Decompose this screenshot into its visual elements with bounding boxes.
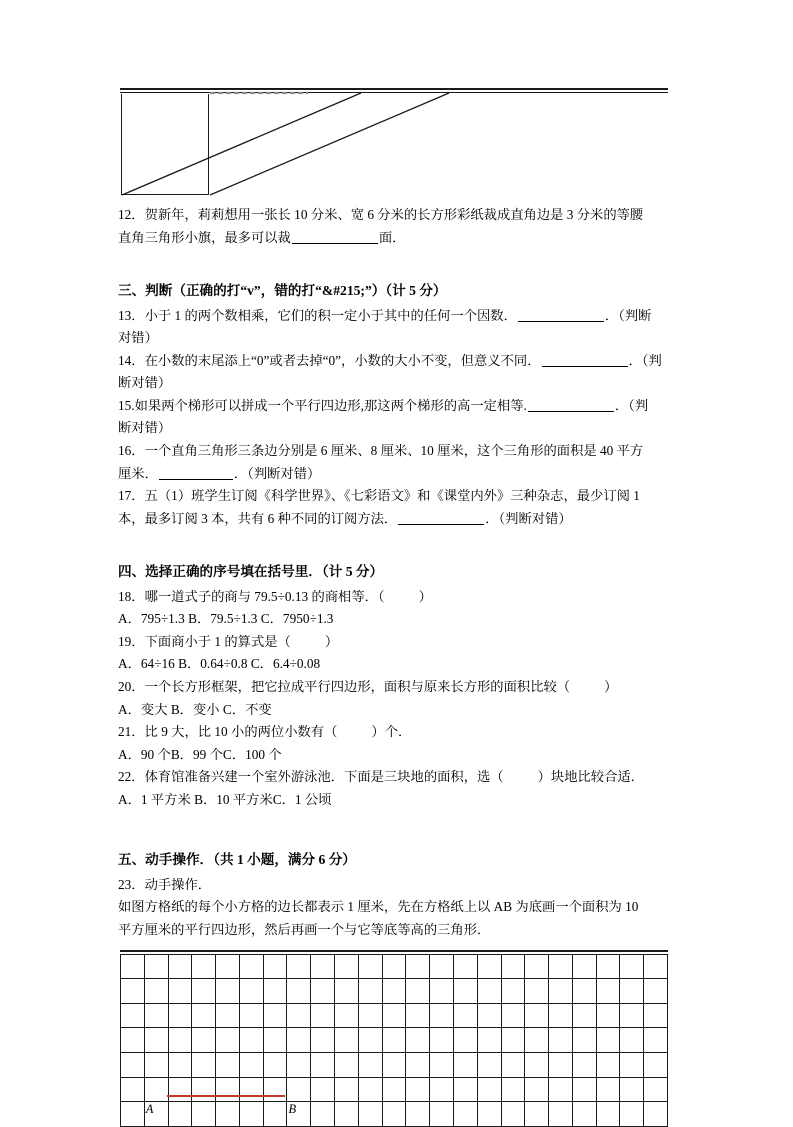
- grid-cell[interactable]: [572, 954, 596, 979]
- question-20-stem-pre: 20．一个长方形框架，把它拉成平行四边形，面积与原来长方形的面积比较（: [118, 679, 571, 694]
- question-23-title: 23．动手操作．: [118, 876, 212, 892]
- spacer: [118, 811, 676, 835]
- grid-cell[interactable]: [477, 979, 501, 1004]
- question-18-stem-post: ）: [418, 588, 432, 604]
- grid-cell[interactable]: [430, 1028, 454, 1053]
- grid-point-label-a: A: [145, 1102, 154, 1117]
- question-15-text-post: ．（判: [614, 397, 649, 413]
- grid-cell[interactable]: [430, 1102, 454, 1127]
- grid-cell[interactable]: [430, 954, 454, 979]
- grid-cell[interactable]: [168, 979, 192, 1004]
- grid-cell[interactable]: [121, 1052, 145, 1077]
- grid-cell[interactable]: [216, 1003, 240, 1028]
- grid-cell[interactable]: [477, 1028, 501, 1053]
- grid-cell[interactable]: [121, 1003, 145, 1028]
- grid-cell[interactable]: [287, 954, 311, 979]
- grid-cell[interactable]: [572, 1077, 596, 1102]
- grid-cell[interactable]: [263, 979, 287, 1004]
- grid-cell[interactable]: [144, 979, 168, 1004]
- grid-cell[interactable]: [382, 979, 406, 1004]
- grid-cell[interactable]: [453, 1102, 477, 1127]
- question-19-stem-post: ）: [324, 633, 339, 649]
- grid-cell[interactable]: [644, 1052, 668, 1077]
- grid-cell[interactable]: [121, 979, 145, 1004]
- grid-cell[interactable]: [644, 1003, 668, 1028]
- grid-cell[interactable]: [501, 1003, 525, 1028]
- question-12-text-post: 面．: [378, 229, 406, 245]
- question-16-wrap-pre: 厘米．: [118, 465, 158, 481]
- grid-cell[interactable]: [382, 1003, 406, 1028]
- grid-cell[interactable]: [287, 1077, 311, 1102]
- grid-cell[interactable]: [358, 1003, 382, 1028]
- question-19-options[interactable]: A．64÷16 B．0.64÷0.8 C．6.4÷0.08: [118, 656, 321, 672]
- question-15-wrap: 断对错）: [118, 420, 172, 436]
- question-19-stem-pre: 19．下面商小于 1 的算式是（: [118, 633, 291, 649]
- grid-cell[interactable]: [168, 1028, 192, 1053]
- section-five-heading: 五、动手操作．（共 1 小题，满分 6 分）: [118, 852, 356, 868]
- grid-cell[interactable]: [335, 1028, 359, 1053]
- grid-cell[interactable]: [453, 1028, 477, 1053]
- grid-cell[interactable]: [620, 979, 644, 1004]
- grid-cell[interactable]: [263, 1028, 287, 1053]
- grid-cell[interactable]: [620, 1003, 644, 1028]
- grid-cell[interactable]: [239, 979, 263, 1004]
- question-16-wrap: [118, 463, 676, 485]
- grid-cell[interactable]: [596, 954, 620, 979]
- grid-cell[interactable]: [644, 1077, 668, 1102]
- question-21-options[interactable]: A．90 个B．99 个C．100 个: [118, 746, 282, 762]
- grid-cell[interactable]: [430, 1052, 454, 1077]
- grid-row: [121, 1028, 668, 1053]
- grid-cell[interactable]: [287, 979, 311, 1004]
- question-13-wrap: 对错）: [118, 330, 158, 346]
- grid-cell[interactable]: [406, 1077, 430, 1102]
- question-13-text-post: ．（判断: [604, 307, 652, 323]
- grid-cell[interactable]: [121, 1102, 145, 1127]
- question-20-stem: [118, 676, 676, 698]
- grid-cell[interactable]: [572, 1028, 596, 1053]
- question-18-stem-pre: 18．哪一道式子的商与 79.5÷0.13 的商相等．（: [118, 588, 385, 604]
- section-three-heading: 三、判断（正确的打“v”，错的打“&#215;”）（计 5 分）: [118, 283, 447, 299]
- ab-base-segment: [167, 1095, 285, 1097]
- worksheet-content: [118, 78, 676, 1127]
- grid-cell[interactable]: [430, 979, 454, 1004]
- grid-cell[interactable]: [263, 954, 287, 979]
- grid-cell[interactable]: [263, 1003, 287, 1028]
- question-22-stem-pre: 22．体育馆准备兴建一个室外游泳池．下面是三块地的面积，选（: [118, 769, 504, 785]
- question-21-stem: [118, 721, 676, 743]
- question-17-wrap-post: ．（判断对错）: [485, 510, 572, 526]
- grid-cell[interactable]: [358, 1102, 382, 1127]
- grid-cell[interactable]: [406, 1003, 430, 1028]
- grid-cell[interactable]: [311, 1028, 335, 1053]
- grid-cell[interactable]: [358, 1028, 382, 1053]
- grid-row: [121, 1102, 668, 1127]
- grid-cell[interactable]: [620, 954, 644, 979]
- grid-cell[interactable]: [239, 1052, 263, 1077]
- grid-cell[interactable]: [453, 1077, 477, 1102]
- grid-cell[interactable]: [525, 1028, 549, 1053]
- grid-cell[interactable]: [406, 1102, 430, 1127]
- question-13: [118, 305, 676, 327]
- grid-cell[interactable]: [620, 1077, 644, 1102]
- question-12-line1: 12．贺新年，莉莉想用一张长 10 分米、宽 6 分米的长方形彩纸裁成直角边是 3 分米的等腰: [118, 207, 644, 222]
- grid-cell[interactable]: [239, 954, 263, 979]
- grid-cell[interactable]: [620, 1102, 644, 1127]
- grid-cell[interactable]: [596, 979, 620, 1004]
- grid-cell[interactable]: [549, 1077, 573, 1102]
- grid-cell[interactable]: [525, 1052, 549, 1077]
- grid-point-label-b: B: [288, 1102, 297, 1117]
- grid-cell[interactable]: [501, 1028, 525, 1053]
- grid-cell[interactable]: [192, 1003, 216, 1028]
- spacer: [118, 530, 676, 547]
- grid-cell[interactable]: [216, 1028, 240, 1053]
- grid-cell[interactable]: [406, 979, 430, 1004]
- grid-cell[interactable]: [287, 1028, 311, 1053]
- grid-cell[interactable]: [144, 1052, 168, 1077]
- grid-cell[interactable]: [644, 1102, 668, 1127]
- grid-cell[interactable]: [144, 954, 168, 979]
- grid-cell[interactable]: [430, 1077, 454, 1102]
- grid-cell[interactable]: [311, 1077, 335, 1102]
- section-four-heading: 四、选择正确的序号填在括号里．（计 5 分）: [118, 564, 384, 580]
- grid-cell[interactable]: [596, 1003, 620, 1028]
- grid-cell[interactable]: [477, 1052, 501, 1077]
- grid-cell[interactable]: [216, 1102, 240, 1127]
- grid-cell[interactable]: [168, 1102, 192, 1127]
- question-17-wrap-pre: 本，最多订阅 3 本，共有 6 种不同的订阅方法．: [118, 510, 398, 526]
- grid-cell[interactable]: [216, 979, 240, 1004]
- question-16-blank[interactable]: [159, 479, 233, 480]
- grid-cell[interactable]: [358, 1052, 382, 1077]
- question-14-wrap: 断对错）: [118, 375, 172, 391]
- grid-cell[interactable]: [430, 1003, 454, 1028]
- question-19-stem: [118, 631, 676, 653]
- grid-cell[interactable]: [239, 1028, 263, 1053]
- question-12-text-pre: 直角三角形小旗，最多可以裁: [118, 229, 291, 245]
- grid-cell[interactable]: [549, 1003, 573, 1028]
- grid-cell[interactable]: [287, 1052, 311, 1077]
- grid-cell[interactable]: [501, 954, 525, 979]
- grid-cell[interactable]: [525, 954, 549, 979]
- grid-cell[interactable]: [335, 1003, 359, 1028]
- grid-cell[interactable]: [501, 1077, 525, 1102]
- grid-cell[interactable]: [596, 1102, 620, 1127]
- grid-cell[interactable]: [358, 1077, 382, 1102]
- grid-cell[interactable]: [620, 1028, 644, 1053]
- grid-cell[interactable]: [311, 979, 335, 1004]
- grid-cell[interactable]: [644, 979, 668, 1004]
- grid-cell[interactable]: [311, 1003, 335, 1028]
- grid-cell[interactable]: [406, 1052, 430, 1077]
- grid-cell[interactable]: [287, 1102, 311, 1127]
- grid-cell[interactable]: [168, 954, 192, 979]
- grid-top-rule: [120, 950, 668, 952]
- grid-cell[interactable]: [501, 979, 525, 1004]
- grid-cell[interactable]: [335, 1052, 359, 1077]
- grid-cell[interactable]: [644, 1028, 668, 1053]
- grid-cell[interactable]: [335, 979, 359, 1004]
- question-13-text: 13．小于 1 的两个数相乘，它们的积一定小于其中的任何一个因数．: [118, 307, 517, 323]
- grid-cell[interactable]: [644, 954, 668, 979]
- grid-cell[interactable]: [525, 1102, 549, 1127]
- question-20-options[interactable]: A．变大 B．变小 C．不变: [118, 701, 272, 717]
- grid-cell[interactable]: [382, 1028, 406, 1053]
- question-23-line2: 平方厘米的平行四边形，然后再画一个与它等底等高的三角形．: [118, 922, 491, 937]
- question-17-wrap: [118, 508, 676, 530]
- grid-cell[interactable]: [168, 1003, 192, 1028]
- grid-cell[interactable]: [216, 1077, 240, 1102]
- question-15: [118, 395, 676, 417]
- grid-row: [121, 1052, 668, 1077]
- question-12-blank[interactable]: [292, 243, 378, 244]
- grid-cell[interactable]: [239, 1102, 263, 1127]
- question-14: [118, 350, 676, 372]
- figure-diagonal-lines: [118, 78, 676, 198]
- question-22-stem-post: ）块地比较合适．: [537, 769, 644, 785]
- grid-cell[interactable]: [453, 1003, 477, 1028]
- grid-cell[interactable]: [406, 1028, 430, 1053]
- grid-cell[interactable]: [382, 954, 406, 979]
- grid-cell[interactable]: [477, 1077, 501, 1102]
- grid-cell[interactable]: [596, 1052, 620, 1077]
- grid-cell[interactable]: [335, 1077, 359, 1102]
- question-22-options[interactable]: A．1 平方米 B．10 平方米C．1 公顷: [118, 791, 332, 807]
- question-14-text-post: ．（判: [628, 352, 662, 368]
- grid-cell[interactable]: [620, 1052, 644, 1077]
- grid-cell[interactable]: [144, 1102, 168, 1127]
- question-20-stem-post: ）: [604, 679, 618, 694]
- question-23-line1: 如图方格纸的每个小方格的边长都表示 1 厘米，先在方格纸上以 AB 为底画一个面积为 10: [118, 899, 639, 915]
- grid-cell[interactable]: [549, 979, 573, 1004]
- grid-cell[interactable]: [572, 1052, 596, 1077]
- grid-cell[interactable]: [572, 1102, 596, 1127]
- grid-row: [121, 954, 668, 979]
- grid-cell[interactable]: [358, 979, 382, 1004]
- grid-cell[interactable]: [263, 1102, 287, 1127]
- question-17-blank[interactable]: [398, 524, 484, 525]
- grid-cell[interactable]: [549, 1102, 573, 1127]
- grid-cell[interactable]: [596, 1028, 620, 1053]
- grid-cell[interactable]: [263, 1052, 287, 1077]
- grid-cell[interactable]: [168, 1052, 192, 1077]
- grid-cell[interactable]: [477, 954, 501, 979]
- grid-cell[interactable]: [121, 1028, 145, 1053]
- grid-cell[interactable]: [477, 1003, 501, 1028]
- grid-row: [121, 979, 668, 1004]
- grid-cell[interactable]: [216, 954, 240, 979]
- grid-cell[interactable]: [192, 979, 216, 1004]
- grid-cell[interactable]: [121, 954, 145, 979]
- grid-cell[interactable]: [572, 1003, 596, 1028]
- rectangle-with-diagonals-figure: [118, 78, 676, 198]
- question-17: 17．五（1）班学生订阅《科学世界》、《七彩语文》和《课堂内外》三种杂志，最少订阅 1: [118, 488, 640, 504]
- grid-cell[interactable]: [192, 954, 216, 979]
- grid-cell[interactable]: [406, 954, 430, 979]
- grid-cell[interactable]: [335, 1102, 359, 1127]
- grid-cell[interactable]: [263, 1077, 287, 1102]
- grid-cell[interactable]: [192, 1102, 216, 1127]
- question-15-blank[interactable]: [528, 411, 614, 412]
- grid-cell[interactable]: [453, 1052, 477, 1077]
- grid-cell[interactable]: [216, 1052, 240, 1077]
- grid-cell[interactable]: [358, 954, 382, 979]
- question-16-wrap-post: ．（判断对错）: [233, 465, 321, 481]
- grid-cell[interactable]: [501, 1052, 525, 1077]
- grid-cell[interactable]: [525, 1077, 549, 1102]
- grid-cell[interactable]: [239, 1003, 263, 1028]
- grid-cell[interactable]: [453, 979, 477, 1004]
- grid-cell[interactable]: [287, 1003, 311, 1028]
- question-14-blank[interactable]: [542, 366, 628, 367]
- grid-cell[interactable]: [168, 1077, 192, 1102]
- grid-row: [121, 1077, 668, 1102]
- grid-cell[interactable]: [335, 954, 359, 979]
- grid-table[interactable]: [120, 954, 668, 1127]
- grid-cell[interactable]: [525, 979, 549, 1004]
- question-14-text: 14．在小数的末尾添上“0”或者去掉“0”，小数的大小不变，但意义不同．: [118, 352, 541, 368]
- grid-cell[interactable]: [239, 1077, 263, 1102]
- question-18-options[interactable]: A．795÷1.3 B．79.5÷1.3 C．7950÷1.3: [118, 611, 334, 627]
- question-16: 16．一个直角三角形三条边分别是 6 厘米、8 厘米、10 厘米，这个三角形的面积是 40 平方: [118, 443, 644, 458]
- question-21-stem-post: ）个．: [371, 724, 412, 740]
- grid-cell[interactable]: [549, 1028, 573, 1053]
- question-21-stem-pre: 21．比 9 大，比 10 小的两位小数有（: [118, 724, 338, 740]
- grid-cell[interactable]: [382, 1052, 406, 1077]
- grid-cell[interactable]: [311, 1052, 335, 1077]
- question-15-text: 15.如果两个梯形可以拼成一个平行四边形,那这两个梯形的高一定相等.: [118, 397, 527, 413]
- grid-cell[interactable]: [192, 1077, 216, 1102]
- grid-cell[interactable]: [144, 1077, 168, 1102]
- grid-cell[interactable]: [549, 1052, 573, 1077]
- grid-cell[interactable]: [572, 979, 596, 1004]
- grid-cell[interactable]: [382, 1102, 406, 1127]
- grid-cell[interactable]: [144, 1003, 168, 1028]
- grid-cell[interactable]: [192, 1028, 216, 1053]
- grid-cell[interactable]: [477, 1102, 501, 1127]
- grid-cell[interactable]: [192, 1052, 216, 1077]
- question-18-stem: [118, 586, 676, 608]
- grid-cell[interactable]: [382, 1077, 406, 1102]
- grid-cell[interactable]: [596, 1077, 620, 1102]
- grid-cell[interactable]: [525, 1003, 549, 1028]
- grid-cell[interactable]: [144, 1028, 168, 1053]
- grid-cell[interactable]: [501, 1102, 525, 1127]
- grid-cell[interactable]: [549, 954, 573, 979]
- grid-cell[interactable]: [121, 1077, 145, 1102]
- grid-cell[interactable]: [311, 1102, 335, 1127]
- question-12-line2: [118, 227, 676, 249]
- grid-cell[interactable]: [311, 954, 335, 979]
- spacer: [118, 249, 676, 266]
- grid-row: [121, 1003, 668, 1028]
- grid-cell[interactable]: [453, 954, 477, 979]
- question-13-blank[interactable]: [518, 321, 604, 322]
- grid-paper[interactable]: [120, 950, 668, 1127]
- question-22-stem: [118, 766, 676, 788]
